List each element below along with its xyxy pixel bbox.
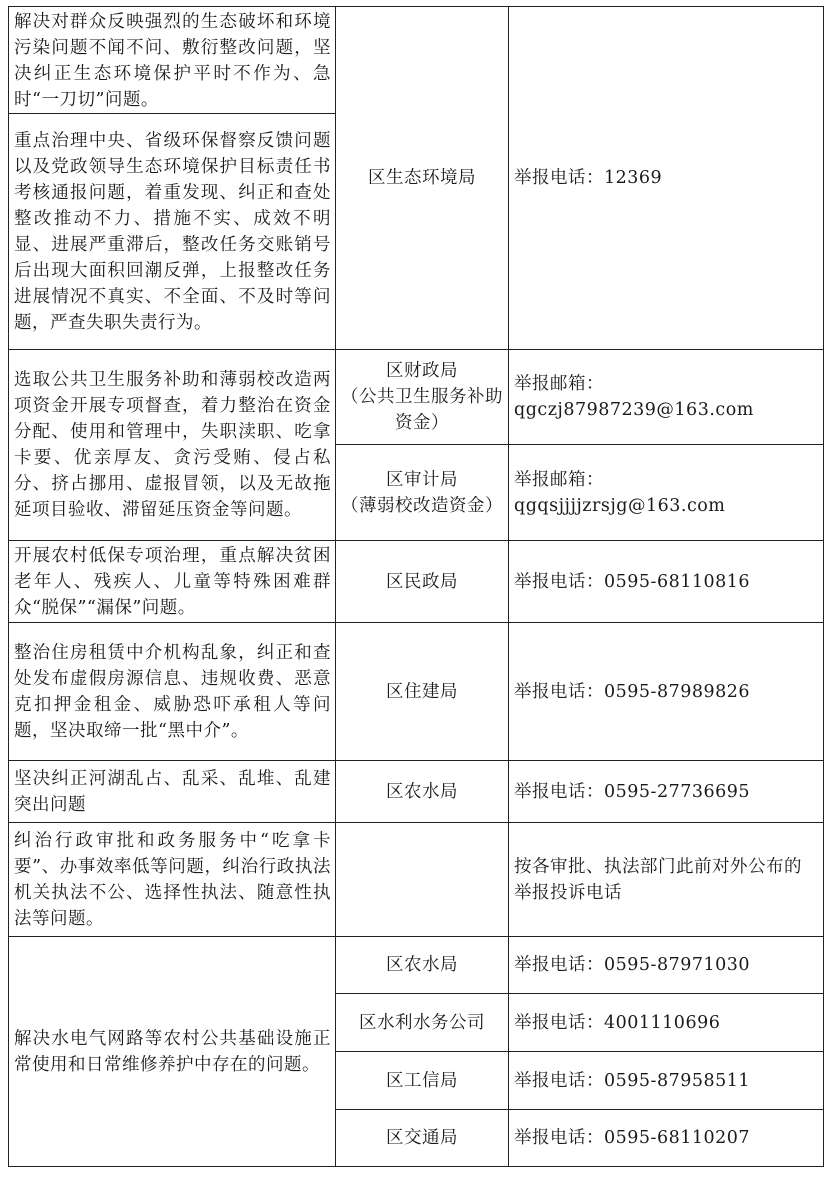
dept-cell: [336, 1052, 509, 1110]
table-row: [9, 350, 824, 445]
dept-name: 区财政局: [386, 361, 458, 381]
supervision-table: [8, 6, 824, 1167]
task-cell: [9, 623, 336, 761]
contact-label: 举报邮箱：: [514, 469, 604, 490]
dept-cell: [336, 823, 509, 937]
dept-note: （公共卫生服务补助资金）: [341, 387, 503, 433]
dept-name: 区交通局: [386, 1128, 458, 1148]
table-row: [9, 761, 824, 823]
contact-cell: [509, 761, 824, 823]
task-text: 纠治行政审批和政务服务中“吃拿卡要”、办事效率低等问题，纠治行政执法机关执法不公、选择性执法、随意性执法等问题。: [14, 830, 331, 929]
dept-name: 区水利水务公司: [359, 1012, 485, 1033]
dept-name: 区住建局: [386, 681, 458, 702]
contact-phone: 举报电话：0595-87989826: [514, 681, 751, 702]
table-row: [9, 623, 824, 761]
dept-cell: [336, 994, 509, 1052]
contact-cell: [509, 623, 824, 761]
task-cell: [9, 761, 336, 823]
contact-phone: 举报电话：0595-27736695: [514, 781, 751, 802]
contact-note: 按各审批、执法部门此前对外公布的举报投诉电话: [514, 856, 802, 903]
table-row: [9, 541, 824, 623]
task-text: 选取公共卫生服务补助和薄弱校改造两项资金开展专项督查，着力整治在资金分配、使用和管理中，失职渎职、吃拿卡要、优亲厚友、贪污受贿、侵占私分、挤占挪用、虚报冒领，以及无故拖延项目验收、滞留延压资金等问题。: [14, 370, 331, 520]
dept-name: 区生态环境局: [368, 168, 476, 188]
contact-email: qgczj87987239@163.com: [514, 400, 754, 420]
dept-name: 区审计局: [386, 469, 458, 490]
task-cell: [9, 937, 336, 1167]
contact-cell: [509, 823, 824, 937]
task-cell: [9, 350, 336, 541]
dept-cell: [336, 445, 509, 541]
task-text: 解决水电气网路等农村公共基础设施正常使用和日常维修养护中存在的问题。: [14, 1028, 331, 1075]
table-row: [9, 823, 824, 937]
task-text: 重点治理中央、省级环保督察反馈问题以及党政领导生态环境保护目标责任书考核通报问题，着重发现、纠正和查处整改推动不力、措施不实、成效不明显、进展严重滞后，整改任务交账销号后出现大面积回潮反弹，上报整改任务进展情况不真实、不全面、不及时等问题，严查失职失责行为。: [14, 130, 331, 333]
contact-cell: [509, 7, 824, 350]
contact-phone: 举报电话：4001110696: [514, 1012, 721, 1033]
table-row: [9, 7, 824, 114]
dept-cell: [336, 541, 509, 623]
dept-cell: [336, 937, 509, 994]
contact-cell: [509, 1052, 824, 1110]
dept-cell: [336, 1110, 509, 1167]
contact-label: 举报邮箱：: [514, 374, 604, 394]
contact-email: qgqsjjjjzrsjg@163.com: [514, 495, 726, 516]
dept-cell: [336, 350, 509, 445]
task-cell: [9, 7, 336, 114]
dept-cell: [336, 761, 509, 823]
contact-phone: 举报电话：0595-87971030: [514, 955, 751, 975]
dept-name: 区工信局: [386, 1070, 458, 1091]
dept-name: 区农水局: [386, 955, 458, 975]
contact-phone: 举报电话：0595-87958511: [514, 1070, 751, 1091]
table-row: [9, 937, 824, 994]
contact-phone: 举报电话：0595-68110816: [514, 571, 751, 592]
contact-cell: [509, 1110, 824, 1167]
task-cell: [9, 114, 336, 350]
task-text: 开展农村低保专项治理，重点解决贫困老年人、残疾人、儿童等特殊困难群众“脱保”“漏保”问题。: [14, 545, 331, 618]
contact-cell: [509, 541, 824, 623]
task-text: 坚决纠正河湖乱占、乱采、乱堆、乱建突出问题: [14, 768, 331, 815]
dept-cell: [336, 7, 509, 350]
task-cell: [9, 541, 336, 623]
contact-cell: [509, 937, 824, 994]
contact-cell: [509, 350, 824, 445]
dept-name: 区民政局: [386, 571, 458, 592]
contact-phone: 举报电话：0595-68110207: [514, 1128, 751, 1148]
dept-note: （薄弱校改造资金）: [341, 495, 503, 516]
dept-name: 区农水局: [386, 781, 458, 802]
task-text: 解决对群众反映强烈的生态破坏和环境污染问题不闻不问、敷衍整改问题，坚决纠正生态环境保护平时不作为、急时“一刀切”问题。: [14, 12, 331, 110]
contact-phone: 举报电话：12369: [514, 168, 663, 188]
task-text: 整治住房租赁中介机构乱象，纠正和查处发布虚假房源信息、违规收费、恶意克扣押金租金、威胁恐吓承租人等问题，坚决取缔一批“黑中介”。: [14, 642, 331, 741]
task-cell: [9, 823, 336, 937]
contact-cell: [509, 994, 824, 1052]
dept-cell: [336, 623, 509, 761]
contact-cell: [509, 445, 824, 541]
